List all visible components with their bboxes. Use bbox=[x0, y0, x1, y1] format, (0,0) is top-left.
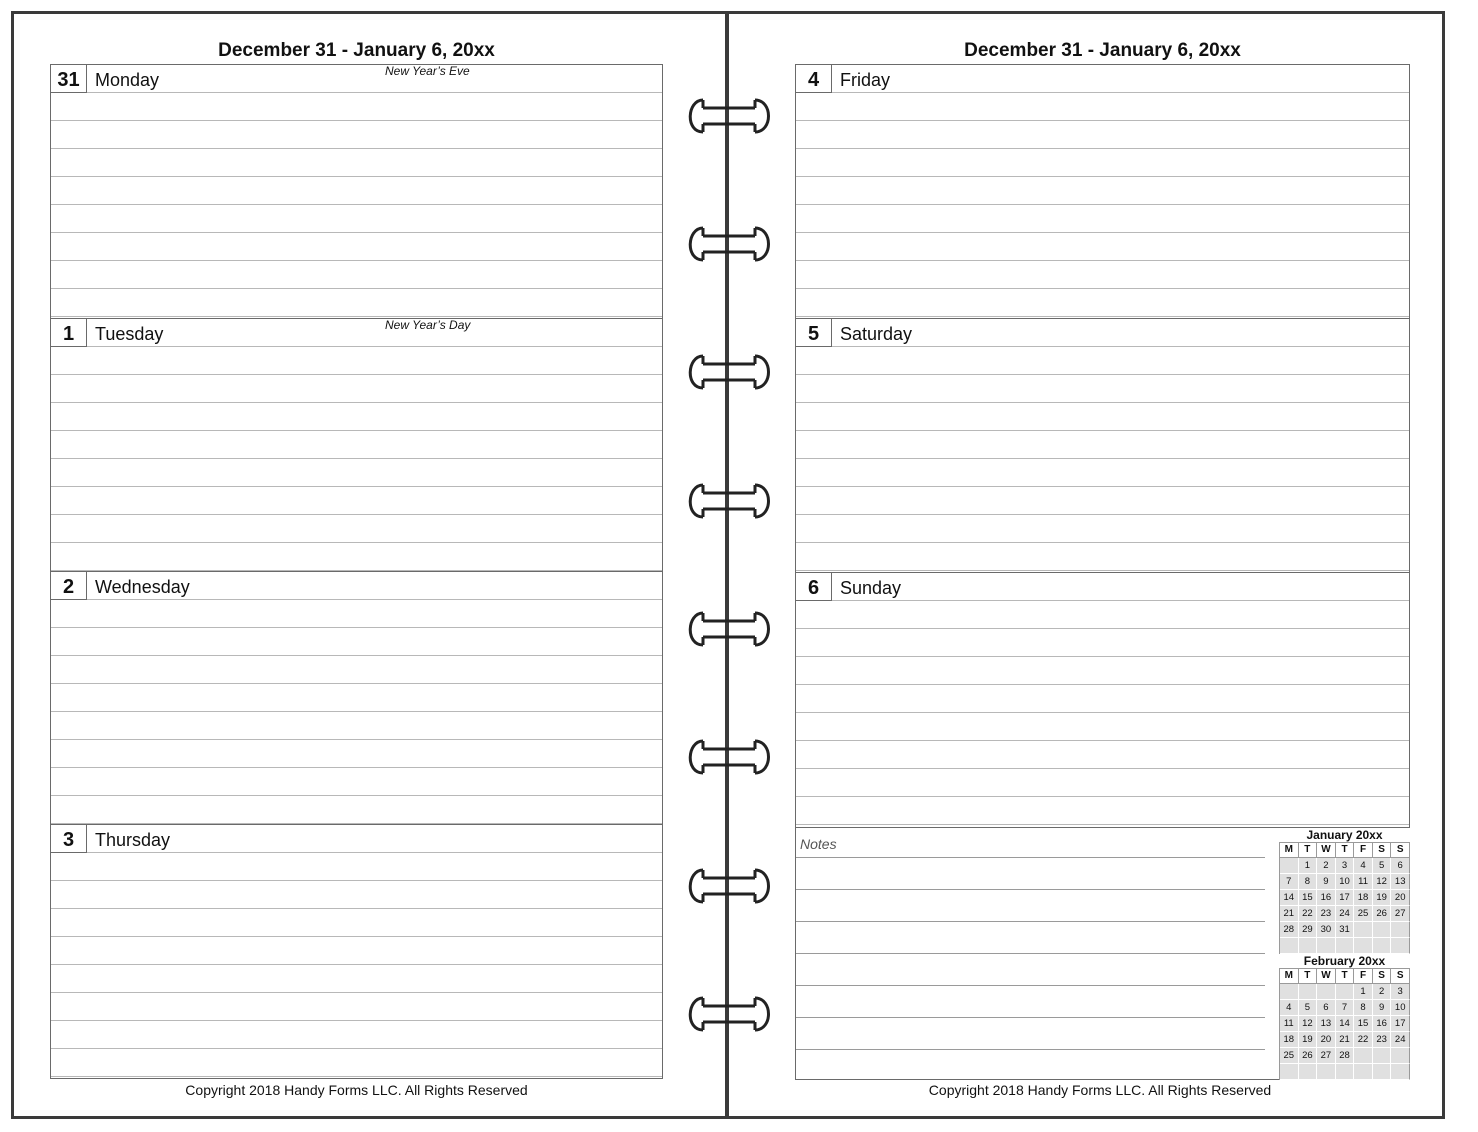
day-header bbox=[51, 65, 662, 93]
calendar-day: 14 bbox=[1336, 1016, 1355, 1032]
calendar-day: 24 bbox=[1336, 906, 1355, 922]
calendar-day bbox=[1391, 1064, 1410, 1080]
writing-line[interactable] bbox=[51, 487, 662, 515]
day-box[interactable] bbox=[795, 572, 1410, 828]
weekday-header: S bbox=[1373, 843, 1392, 858]
writing-line[interactable] bbox=[51, 261, 662, 289]
weekday-header: M bbox=[1280, 843, 1299, 858]
calendar-day bbox=[1280, 1064, 1299, 1080]
calendar-day: 20 bbox=[1391, 890, 1410, 906]
writing-line[interactable] bbox=[51, 993, 662, 1021]
calendar-day bbox=[1391, 922, 1410, 938]
writing-line[interactable] bbox=[51, 543, 662, 571]
calendar-day bbox=[1336, 938, 1355, 954]
calendar-day bbox=[1336, 1064, 1355, 1080]
weekday-header: M bbox=[1280, 969, 1299, 984]
calendar-day: 18 bbox=[1280, 1032, 1299, 1048]
writing-line[interactable] bbox=[51, 289, 662, 317]
calendar-day bbox=[1280, 938, 1299, 954]
calendar-day: 25 bbox=[1280, 1048, 1299, 1064]
calendar-day: 26 bbox=[1373, 906, 1392, 922]
mini-calendar bbox=[1279, 955, 1410, 1080]
calendar-day: 1 bbox=[1354, 984, 1373, 1000]
writing-line[interactable] bbox=[51, 431, 662, 459]
day-number: 31 bbox=[51, 65, 87, 93]
calendar-day: 9 bbox=[1373, 1000, 1392, 1016]
writing-line[interactable] bbox=[796, 741, 1409, 769]
calendar-day bbox=[1354, 922, 1373, 938]
calendar-day: 15 bbox=[1354, 1016, 1373, 1032]
notes-label: Notes bbox=[800, 836, 837, 852]
calendar-day bbox=[1373, 1048, 1392, 1064]
calendar-day: 12 bbox=[1373, 874, 1392, 890]
holiday-label: New Year’s Day bbox=[385, 318, 471, 332]
calendar-day: 7 bbox=[1336, 1000, 1355, 1016]
notes-line[interactable] bbox=[796, 921, 1265, 922]
binder-ring bbox=[683, 737, 775, 777]
calendar-day: 21 bbox=[1280, 906, 1299, 922]
day-box[interactable] bbox=[50, 571, 663, 826]
calendar-day: 2 bbox=[1317, 858, 1336, 874]
mini-calendar-grid bbox=[1279, 842, 1410, 954]
day-number: 1 bbox=[51, 319, 87, 347]
calendar-day bbox=[1391, 1048, 1410, 1064]
calendar-day: 18 bbox=[1354, 890, 1373, 906]
calendar-day bbox=[1299, 1064, 1318, 1080]
calendar-day: 10 bbox=[1391, 1000, 1410, 1016]
writing-line[interactable] bbox=[51, 515, 662, 543]
writing-line[interactable] bbox=[51, 628, 662, 656]
calendar-day: 11 bbox=[1280, 1016, 1299, 1032]
writing-line[interactable] bbox=[51, 740, 662, 768]
day-box[interactable] bbox=[50, 824, 663, 1079]
writing-line[interactable] bbox=[796, 93, 1409, 121]
calendar-day bbox=[1299, 938, 1318, 954]
writing-line[interactable] bbox=[51, 1021, 662, 1049]
day-number: 5 bbox=[796, 319, 832, 347]
calendar-day: 13 bbox=[1317, 1016, 1336, 1032]
writing-line[interactable] bbox=[51, 965, 662, 993]
writing-line[interactable] bbox=[51, 205, 662, 233]
calendar-day: 23 bbox=[1373, 1032, 1392, 1048]
calendar-day bbox=[1280, 858, 1299, 874]
calendar-day: 26 bbox=[1299, 1048, 1318, 1064]
binder-ring bbox=[683, 224, 775, 264]
left-page-title: December 31 - January 6, 20xx bbox=[218, 40, 495, 61]
weekday-header: S bbox=[1391, 843, 1410, 858]
weekday-header: W bbox=[1317, 969, 1336, 984]
calendar-day: 30 bbox=[1317, 922, 1336, 938]
writing-line[interactable] bbox=[51, 712, 662, 740]
calendar-day: 4 bbox=[1280, 1000, 1299, 1016]
calendar-day bbox=[1299, 984, 1318, 1000]
binder-ring bbox=[683, 352, 775, 392]
calendar-day: 1 bbox=[1299, 858, 1318, 874]
writing-line[interactable] bbox=[51, 177, 662, 205]
calendar-day: 27 bbox=[1391, 906, 1410, 922]
calendar-day: 22 bbox=[1354, 1032, 1373, 1048]
calendar-day: 14 bbox=[1280, 890, 1299, 906]
writing-line[interactable] bbox=[796, 289, 1409, 317]
notes-line[interactable] bbox=[796, 889, 1265, 890]
calendar-day: 24 bbox=[1391, 1032, 1410, 1048]
calendar-day: 8 bbox=[1354, 1000, 1373, 1016]
calendar-day: 4 bbox=[1354, 858, 1373, 874]
calendar-day: 12 bbox=[1299, 1016, 1318, 1032]
weekday-header: T bbox=[1299, 969, 1318, 984]
mini-calendar-grid bbox=[1279, 968, 1410, 1080]
calendar-day: 11 bbox=[1354, 874, 1373, 890]
writing-line[interactable] bbox=[51, 881, 662, 909]
day-header bbox=[51, 572, 662, 600]
calendar-day: 16 bbox=[1317, 890, 1336, 906]
calendar-day bbox=[1354, 1064, 1373, 1080]
calendar-day: 22 bbox=[1299, 906, 1318, 922]
writing-line[interactable] bbox=[796, 375, 1409, 403]
calendar-day: 3 bbox=[1336, 858, 1355, 874]
binder-ring bbox=[683, 481, 775, 521]
day-box[interactable] bbox=[795, 318, 1410, 573]
calendar-day: 28 bbox=[1280, 922, 1299, 938]
writing-line[interactable] bbox=[51, 853, 662, 881]
writing-line[interactable] bbox=[796, 629, 1409, 657]
calendar-day bbox=[1280, 984, 1299, 1000]
calendar-day: 19 bbox=[1299, 1032, 1318, 1048]
writing-line[interactable] bbox=[51, 233, 662, 261]
calendar-day: 31 bbox=[1336, 922, 1355, 938]
calendar-day: 23 bbox=[1317, 906, 1336, 922]
calendar-day: 3 bbox=[1391, 984, 1410, 1000]
mini-calendar bbox=[1279, 829, 1410, 954]
calendar-day bbox=[1373, 1064, 1392, 1080]
writing-line[interactable] bbox=[51, 149, 662, 177]
day-number: 6 bbox=[796, 573, 832, 601]
calendar-day: 2 bbox=[1373, 984, 1392, 1000]
calendar-day bbox=[1391, 938, 1410, 954]
calendar-day: 25 bbox=[1354, 906, 1373, 922]
left-copyright: Copyright 2018 Handy Forms LLC. All Rights Reserved bbox=[185, 1082, 528, 1098]
writing-line[interactable] bbox=[796, 177, 1409, 205]
calendar-day bbox=[1373, 922, 1392, 938]
calendar-day: 8 bbox=[1299, 874, 1318, 890]
day-number: 3 bbox=[51, 825, 87, 853]
writing-line[interactable] bbox=[796, 403, 1409, 431]
calendar-day bbox=[1354, 1048, 1373, 1064]
day-name: Saturday bbox=[840, 324, 913, 344]
calendar-day: 6 bbox=[1391, 858, 1410, 874]
calendar-day: 28 bbox=[1336, 1048, 1355, 1064]
calendar-day bbox=[1317, 938, 1336, 954]
weekday-header: S bbox=[1373, 969, 1392, 984]
writing-line[interactable] bbox=[51, 459, 662, 487]
notes-line[interactable] bbox=[796, 985, 1265, 986]
calendar-day: 10 bbox=[1336, 874, 1355, 890]
calendar-day: 7 bbox=[1280, 874, 1299, 890]
calendar-day: 21 bbox=[1336, 1032, 1355, 1048]
day-header bbox=[796, 319, 1409, 347]
binder-ring bbox=[683, 994, 775, 1034]
writing-line[interactable] bbox=[51, 375, 662, 403]
notes-line[interactable] bbox=[796, 1049, 1265, 1050]
writing-line[interactable] bbox=[51, 1049, 662, 1077]
calendar-day: 5 bbox=[1373, 858, 1392, 874]
writing-line[interactable] bbox=[796, 347, 1409, 375]
weekday-header: F bbox=[1354, 969, 1373, 984]
day-box[interactable] bbox=[50, 318, 663, 573]
calendar-day: 6 bbox=[1317, 1000, 1336, 1016]
calendar-day bbox=[1354, 938, 1373, 954]
writing-line[interactable] bbox=[51, 93, 662, 121]
writing-line[interactable] bbox=[796, 797, 1409, 825]
calendar-day: 15 bbox=[1299, 890, 1318, 906]
writing-line[interactable] bbox=[51, 656, 662, 684]
right-copyright: Copyright 2018 Handy Forms LLC. All Rights Reserved bbox=[928, 1082, 1272, 1098]
day-box[interactable] bbox=[50, 64, 663, 319]
weekday-header: T bbox=[1299, 843, 1318, 858]
writing-line[interactable] bbox=[51, 684, 662, 712]
writing-line[interactable] bbox=[796, 431, 1409, 459]
calendar-day: 17 bbox=[1336, 890, 1355, 906]
notes-line[interactable] bbox=[796, 857, 1265, 858]
binder-spine bbox=[725, 11, 729, 1119]
binder-ring bbox=[683, 609, 775, 649]
calendar-day bbox=[1373, 938, 1392, 954]
notes-line[interactable] bbox=[796, 1017, 1265, 1018]
writing-line[interactable] bbox=[796, 685, 1409, 713]
calendar-day: 27 bbox=[1317, 1048, 1336, 1064]
calendar-day: 16 bbox=[1373, 1016, 1392, 1032]
writing-line[interactable] bbox=[796, 149, 1409, 177]
writing-line[interactable] bbox=[796, 769, 1409, 797]
calendar-day: 5 bbox=[1299, 1000, 1318, 1016]
binder-ring bbox=[683, 96, 775, 136]
mini-calendar-title: January 20xx bbox=[1306, 828, 1383, 842]
writing-line[interactable] bbox=[51, 796, 662, 824]
calendar-day: 29 bbox=[1299, 922, 1318, 938]
writing-line[interactable] bbox=[796, 233, 1409, 261]
day-header bbox=[51, 825, 662, 853]
calendar-day: 19 bbox=[1373, 890, 1392, 906]
calendar-day: 20 bbox=[1317, 1032, 1336, 1048]
day-header bbox=[796, 65, 1409, 93]
weekday-header: W bbox=[1317, 843, 1336, 858]
writing-line[interactable] bbox=[796, 205, 1409, 233]
writing-line[interactable] bbox=[796, 487, 1409, 515]
day-number: 2 bbox=[51, 572, 87, 600]
day-name: Wednesday bbox=[95, 577, 190, 597]
writing-line[interactable] bbox=[796, 121, 1409, 149]
writing-line[interactable] bbox=[796, 713, 1409, 741]
day-header bbox=[796, 573, 1409, 601]
writing-line[interactable] bbox=[51, 347, 662, 375]
writing-line[interactable] bbox=[796, 515, 1409, 543]
calendar-day: 17 bbox=[1391, 1016, 1410, 1032]
writing-line[interactable] bbox=[796, 543, 1409, 571]
writing-line[interactable] bbox=[796, 459, 1409, 487]
calendar-day: 9 bbox=[1317, 874, 1336, 890]
weekday-header: T bbox=[1336, 843, 1355, 858]
day-name: Friday bbox=[840, 70, 891, 90]
calendar-day bbox=[1317, 984, 1336, 1000]
calendar-day bbox=[1336, 984, 1355, 1000]
writing-line[interactable] bbox=[51, 909, 662, 937]
writing-line[interactable] bbox=[51, 121, 662, 149]
day-box[interactable] bbox=[795, 64, 1410, 319]
binder-ring bbox=[683, 866, 775, 906]
writing-line[interactable] bbox=[796, 261, 1409, 289]
day-name: Tuesday bbox=[95, 324, 164, 344]
mini-calendar-title: February 20xx bbox=[1303, 954, 1386, 968]
right-page-title: December 31 - January 6, 20xx bbox=[964, 40, 1241, 61]
writing-line[interactable] bbox=[796, 601, 1409, 629]
calendar-day: 13 bbox=[1391, 874, 1410, 890]
weekday-header: S bbox=[1391, 969, 1410, 984]
holiday-label: New Year’s Eve bbox=[385, 64, 470, 78]
writing-line[interactable] bbox=[51, 937, 662, 965]
writing-line[interactable] bbox=[51, 403, 662, 431]
notes-line[interactable] bbox=[796, 953, 1265, 954]
day-name: Monday bbox=[95, 70, 160, 90]
day-name: Sunday bbox=[840, 578, 902, 598]
calendar-day bbox=[1317, 1064, 1336, 1080]
writing-line[interactable] bbox=[796, 657, 1409, 685]
day-header bbox=[51, 319, 662, 347]
day-name: Thursday bbox=[95, 830, 171, 850]
writing-line[interactable] bbox=[51, 600, 662, 628]
writing-line[interactable] bbox=[51, 768, 662, 796]
day-number: 4 bbox=[796, 65, 832, 93]
weekday-header: F bbox=[1354, 843, 1373, 858]
weekday-header: T bbox=[1336, 969, 1355, 984]
